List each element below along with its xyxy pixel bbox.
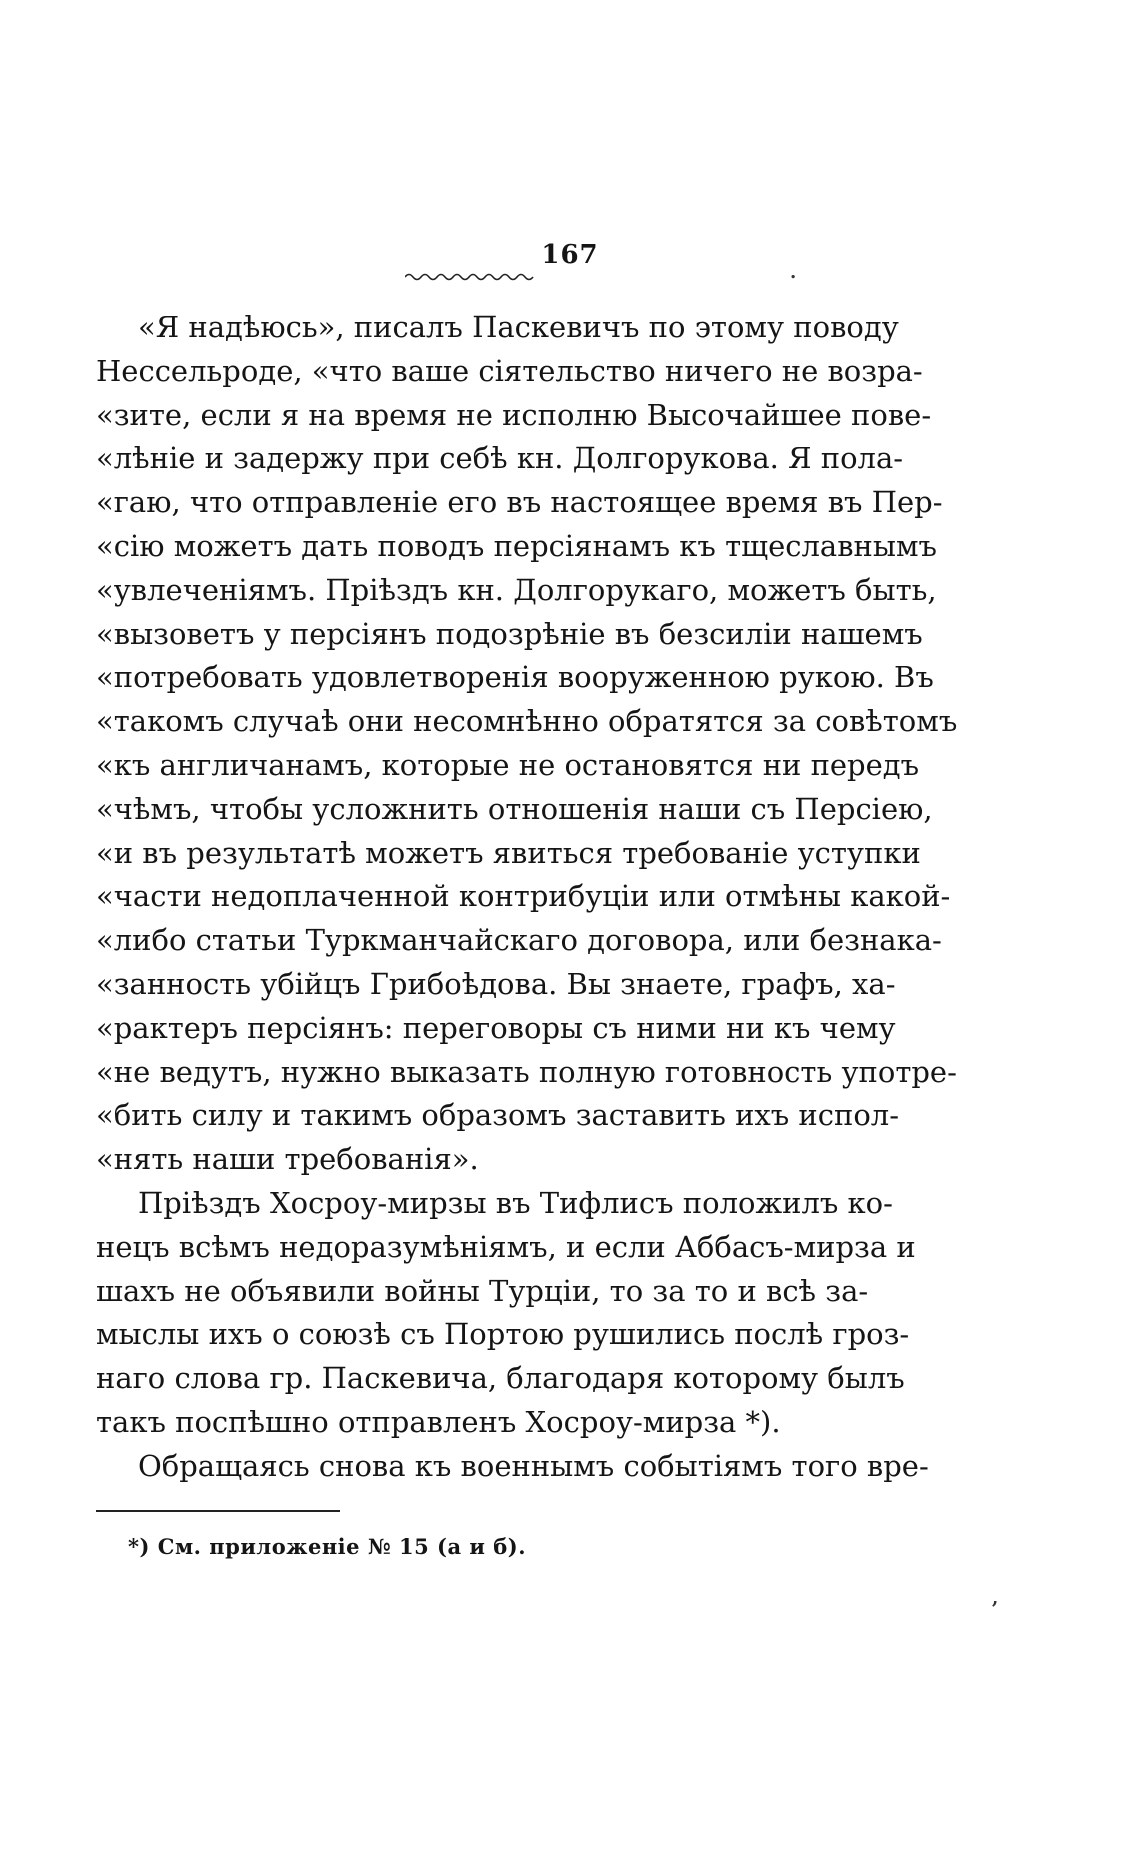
page-number: 167 bbox=[541, 240, 599, 270]
text-line: «части недоплаченной контрибуціи или отмѣны какой- bbox=[96, 879, 951, 914]
text-line: «къ англичанамъ, которые не остановятся ни передъ bbox=[96, 747, 920, 782]
page-number-ornament bbox=[405, 272, 535, 282]
text-line: мыслы ихъ о союзѣ съ Портою рушились послѣ гроз- bbox=[96, 1317, 910, 1352]
text-line: «такомъ случаѣ они несомнѣнно обратятся за совѣтомъ bbox=[96, 704, 958, 739]
text-line: нецъ всѣмъ недоразумѣніямъ, и если Аббасъ-мирза и bbox=[96, 1229, 916, 1264]
text-line: Пріѣздъ Хосроу-мирзы въ Тифлисъ положилъ ко- bbox=[138, 1185, 893, 1220]
text-line: «вызоветъ у персіянъ подозрѣніе въ безсиліи нашемъ bbox=[96, 616, 923, 651]
text-line: «чѣмъ, чтобы усложнить отношенія наши съ Персіею, bbox=[96, 791, 933, 826]
text-line: шахъ не объявили войны Турціи, то за то и всѣ за- bbox=[96, 1273, 869, 1308]
text-line: «и въ результатѣ можетъ явиться требованіе уступки bbox=[96, 835, 921, 870]
main-text bbox=[96, 306, 958, 1489]
text-line: Нессельроде, «что ваше сіятельство ничего не возра- bbox=[96, 353, 923, 388]
text-line: «увлеченіямъ. Пріѣздъ кн. Долгорукаго, можетъ быть, bbox=[96, 572, 937, 607]
text-line: «потребовать удовлетворенія вооруженною рукою. Въ bbox=[96, 660, 934, 695]
text-line: «Я надѣюсь», писалъ Паскевичъ по этому поводу bbox=[138, 310, 899, 344]
text-line: «занность убійцъ Грибоѣдова. Вы знаете, графъ, ха- bbox=[96, 966, 896, 1001]
text-line: «бить силу и такимъ образомъ заставить ихъ испол- bbox=[96, 1098, 900, 1133]
footnote-divider bbox=[96, 1510, 340, 1512]
text-line: «зите, если я на время не исполню Высочайшее пове- bbox=[96, 397, 932, 432]
text-line: «сію можетъ дать поводъ персіянамъ къ тщеславнымъ bbox=[96, 528, 937, 563]
text-line: наго слова гр. Паскевича, благодаря которому былъ bbox=[96, 1361, 905, 1396]
text-line: «гаю, что отправленіе его въ настоящее время въ Пер- bbox=[96, 485, 943, 520]
footnote: *) См. приложеніе № 15 (а и б). bbox=[128, 1534, 527, 1559]
text-line: такъ поспѣшно отправленъ Хосроу-мирза *). bbox=[96, 1404, 781, 1439]
text-line: «либо статьи Туркманчайскаго договора, или безнака- bbox=[96, 923, 942, 958]
text-line: «не ведутъ, нужно выказать полную готовность употре- bbox=[96, 1054, 957, 1089]
stray-mark-right: . bbox=[790, 262, 797, 283]
text-line: «лѣніе и задержу при себѣ кн. Долгорукова. Я пола- bbox=[96, 441, 904, 476]
text-line: «нять наши требованія». bbox=[96, 1142, 479, 1177]
text-line: «рактеръ персіянъ: переговоры съ ними ни къ чему bbox=[96, 1010, 896, 1045]
text-line: Обращаясь снова къ военнымъ событіямъ того вре- bbox=[138, 1448, 929, 1483]
stray-mark-bottom: , bbox=[992, 1588, 999, 1609]
